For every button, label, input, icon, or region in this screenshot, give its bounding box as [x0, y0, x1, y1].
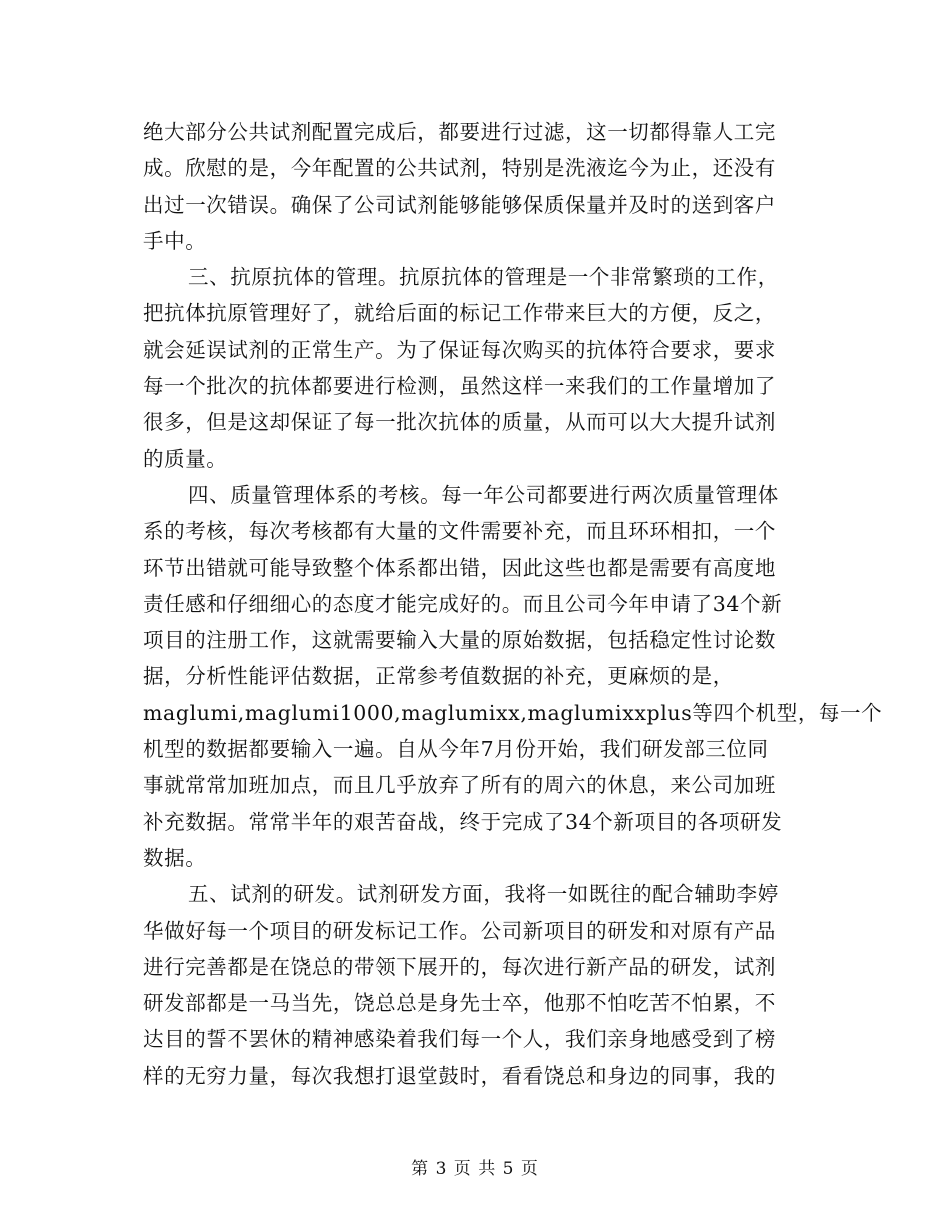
- text-line: 研发部都是一马当先，饶总总是身先士卒，他那不怕吃苦不怕累，不: [143, 991, 776, 1016]
- text-line: 机型的数据都要输入一遍。自从今年7月份开始，我们研发部三位同: [143, 737, 769, 762]
- body-text: [143, 114, 883, 1094]
- text-line: 补充数据。常常半年的艰苦奋战，终于完成了34个新项目的各项研发: [143, 809, 783, 834]
- text-line: 项目的注册工作，这就需要输入大量的原始数据，包括稳定性讨论数: [143, 628, 776, 653]
- paragraph-continuation: [143, 114, 803, 259]
- text-line: 出过一次错误。确保了公司试剂能够能够保质保量并及时的送到客户: [143, 192, 776, 217]
- text-line: maglumi,maglumi1000,maglumixx,maglumixxplus等四个机型，每一个: [143, 700, 883, 725]
- paragraph-section-three: [143, 259, 803, 477]
- text-line: 环节出错就可能导致整个体系都出错，因此这些也都是需要有高度地: [143, 555, 776, 580]
- page-number-footer: 第 3 页 共 5 页: [411, 1159, 539, 1179]
- text-line: 绝大部分公共试剂配置完成后，都要进行过滤，这一切都得靠人工完: [143, 120, 776, 144]
- text-line: 把抗体抗原管理好了，就给后面的标记工作带来巨大的方便，反之，: [143, 301, 776, 326]
- text-line: 四、质量管理体系的考核。每一年公司都要进行两次质量管理体: [188, 482, 779, 507]
- text-line: 系的考核，每次考核都有大量的文件需要补充，而且环环相扣，一个: [143, 519, 776, 544]
- text-line: 就会延误试剂的正常生产。为了保证每次购买的抗体符合要求，要求: [143, 337, 776, 362]
- text-line: 数据。: [143, 845, 207, 870]
- text-line: 进行完善都是在饶总的带领下展开的，每次进行新产品的研发，试剂: [143, 954, 776, 979]
- text-line: 达目的誓不罢休的精神感染着我们每一个人，我们亲身地感受到了榜: [143, 1027, 776, 1052]
- text-line: 的质量。: [143, 446, 228, 471]
- text-line: 三、抗原抗体的管理。抗原抗体的管理是一个非常繁琐的工作，: [188, 265, 779, 290]
- text-line: 成。欣慰的是，今年配置的公共试剂，特别是洗液迄今为止，还没有: [143, 156, 776, 181]
- text-line: 手中。: [143, 228, 207, 253]
- text-line: 华做好每一个项目的研发标记工作。公司新项目的研发和对原有产品: [143, 918, 776, 943]
- text-line: 很多，但是这却保证了每一批次抗体的质量，从而可以大大提升试剂: [143, 410, 776, 435]
- text-line: 据，分析性能评估数据，正常参考值数据的补充，更麻烦的是，: [143, 664, 734, 689]
- text-line: 责任感和仔细细心的态度才能完成好的。而且公司今年申请了34个新: [143, 591, 783, 616]
- text-line: 每一个批次的抗体都要进行检测，虽然这样一来我们的工作量增加了: [143, 374, 776, 399]
- text-line: 样的无穷力量，每次我想打退堂鼓时，看看饶总和身边的同事，我的: [143, 1063, 776, 1088]
- paragraph-section-five: [143, 876, 803, 1094]
- paragraph-section-four: [143, 477, 883, 876]
- text-line: 五、试剂的研发。试剂研发方面，我将一如既往的配合辅助李婷: [188, 882, 779, 907]
- text-line: 事就常常加班加点，而且几乎放弃了所有的周六的休息，来公司加班: [143, 773, 776, 798]
